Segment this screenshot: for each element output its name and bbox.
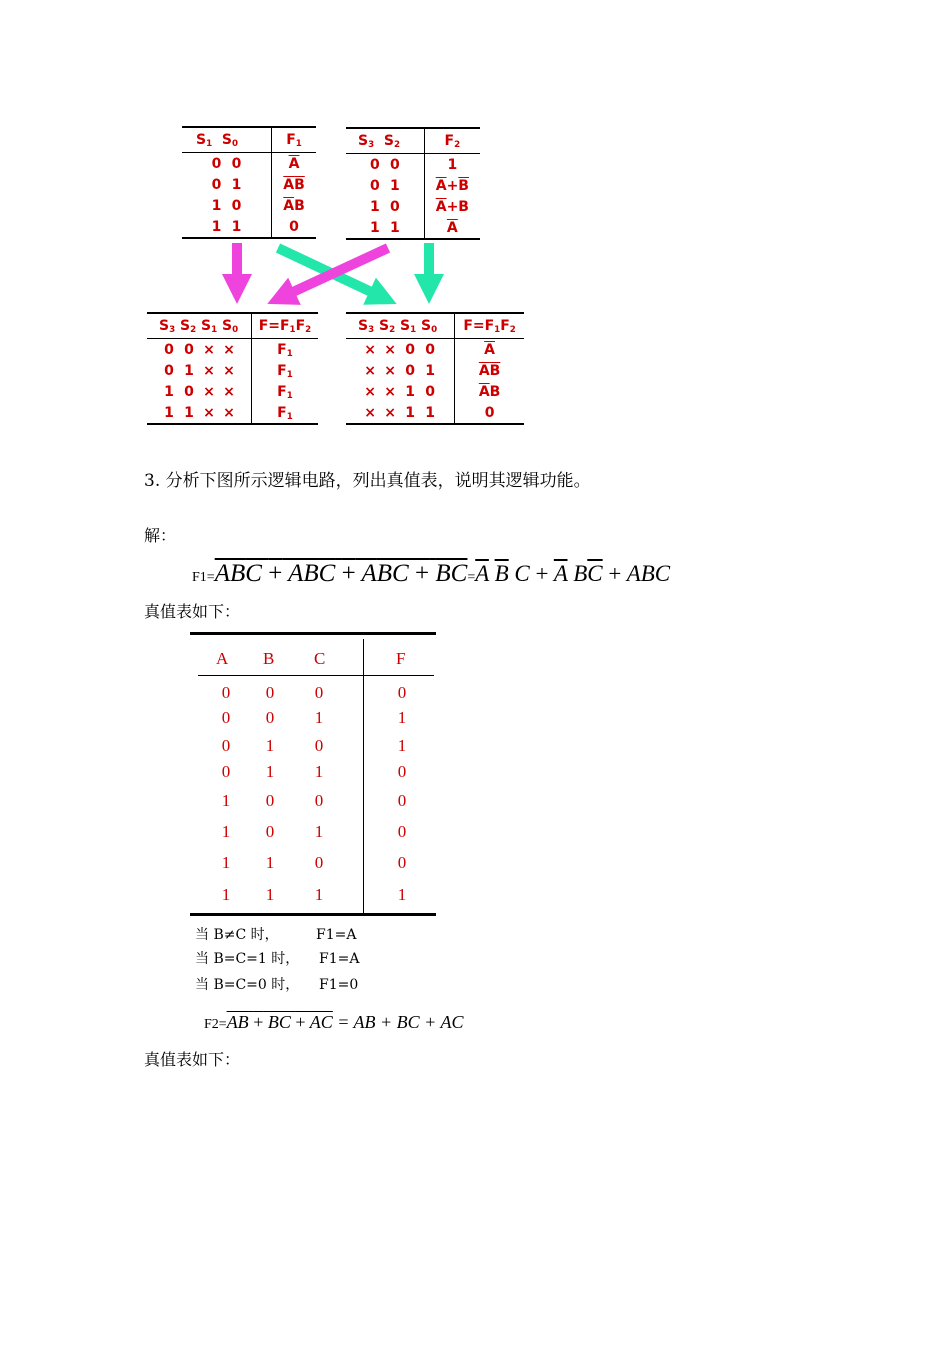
header-divider — [198, 675, 434, 676]
f-cell: $F_1$ — [251, 339, 318, 361]
truth-table — [190, 632, 436, 916]
f1-cell: $\overline{A}\overline{B}$ — [272, 174, 316, 195]
truth-cell: 0 — [265, 791, 275, 810]
row-cells: 0 1 — [369, 177, 400, 194]
truth-cell: 1 — [397, 736, 407, 755]
f2-rhs: = AB + BC + AC — [337, 1012, 464, 1032]
condition-row — [195, 950, 299, 968]
f-cell: $\overline{A}\overline{B}$ — [455, 360, 524, 381]
header-selects: $S_3$ $S_2$ $S_1$ $S_0$ — [346, 313, 455, 339]
row-cells: × × 0 0 — [364, 341, 435, 358]
row-cells: 0 1 — [211, 176, 242, 193]
truth-cell: 0 — [265, 708, 275, 727]
truth-cell: 0 — [221, 708, 231, 727]
f-cell: $\overline{A}$ — [455, 339, 524, 361]
truth-cell: 0 — [314, 791, 324, 810]
truth-cell: 0 — [221, 762, 231, 781]
truth-cell: 1 — [265, 885, 275, 904]
col-header-f: F — [396, 649, 406, 668]
header-f2: $F_2$ — [424, 128, 480, 154]
truth-cell: 0 — [314, 853, 324, 872]
condition-result: F1=A — [319, 951, 360, 967]
condition-row — [195, 976, 299, 994]
question-text: 3. 分析下图所示逻辑电路，列出真值表，说明其逻辑功能。 — [144, 471, 591, 491]
header-f: $F=F_1F_2$ — [251, 313, 318, 339]
truth-cell: 0 — [397, 791, 407, 810]
row-cells: 1 1 — [211, 218, 242, 235]
header-s1: $S_1$ $S_0$ — [182, 127, 272, 153]
row-cells: 0 0 — [369, 156, 400, 173]
truth-cell: 1 — [314, 762, 324, 781]
truth-cell: 1 — [221, 822, 231, 841]
f2-label: F2= — [204, 1017, 227, 1032]
f1-lhs: ABC + ABC + ABC + BC — [214, 560, 468, 587]
f-cell: $F_1$ — [251, 402, 318, 424]
header-f1: $F_1$ — [272, 127, 316, 153]
row-cells: 1 0 — [369, 198, 400, 215]
truth-cell: 0 — [221, 736, 231, 755]
header-f: $F=F_1F_2$ — [455, 313, 524, 339]
solution-label: 解： — [144, 526, 177, 545]
row-cells: 1 0 — [211, 197, 242, 214]
f-cell: 0 — [455, 402, 524, 424]
truth-cell: 1 — [221, 853, 231, 872]
combined-table-left — [147, 312, 318, 425]
row-cells: × × 0 1 — [364, 362, 435, 379]
truth-cell: 1 — [221, 885, 231, 904]
truth-cell: 1 — [221, 791, 231, 810]
condition-text: 当 B≠C 时， — [195, 927, 279, 943]
f-cell: $F_1$ — [251, 360, 318, 381]
truth-cell: 0 — [221, 683, 231, 702]
condition-row — [195, 926, 279, 944]
truth-cell: 0 — [265, 683, 275, 702]
col-header-c: C — [314, 649, 326, 668]
f1-label: F1= — [192, 570, 215, 585]
truth-cell: 1 — [265, 762, 275, 781]
truth-cell: 0 — [397, 822, 407, 841]
truth-cell: 0 — [397, 853, 407, 872]
truth-cell: 0 — [397, 683, 407, 702]
row-cells: 0 1 × × — [164, 362, 235, 379]
f2-cell: $\overline{A}$ — [424, 217, 480, 239]
condition-text: 当 B=C=0 时， — [195, 977, 300, 993]
f2-equation — [204, 1012, 464, 1033]
row-cells: 1 1 — [369, 219, 400, 236]
truth-table-label-2: 真值表如下： — [144, 1050, 241, 1069]
f2-cell: $\overline{A}+\overline{B}$ — [424, 175, 480, 196]
column-divider — [363, 639, 364, 913]
col-header-a: A — [216, 649, 229, 668]
truth-cell: 0 — [314, 683, 324, 702]
f-cell: $F_1$ — [251, 381, 318, 402]
combined-table-right — [346, 312, 524, 425]
row-cells: × × 1 0 — [364, 383, 435, 400]
f1-cell: 0 — [272, 216, 316, 238]
f2-cell: $\overline{A}+B$ — [424, 196, 480, 217]
truth-cell: 0 — [397, 762, 407, 781]
condition-result: F1=A — [316, 927, 357, 943]
truth-cell: 1 — [314, 885, 324, 904]
mapping-arrows — [0, 0, 950, 320]
f1-equals: = — [467, 570, 476, 585]
truth-cell: 1 — [397, 708, 407, 727]
row-cells: 1 1 × × — [164, 404, 235, 421]
truth-cell: 1 — [265, 736, 275, 755]
header-selects: $S_3$ $S_2$ $S_1$ $S_0$ — [147, 313, 251, 339]
condition-text: 当 B=C=1 时， — [195, 951, 300, 967]
truth-table-label-1: 真值表如下： — [144, 602, 241, 621]
col-header-b: B — [263, 649, 275, 668]
row-cells: × × 1 1 — [364, 404, 435, 421]
f1-cell: $\overline{A}B$ — [272, 195, 316, 216]
condition-result: F1=0 — [319, 977, 359, 993]
row-cells: 0 0 — [211, 155, 242, 172]
truth-cell: 1 — [314, 822, 324, 841]
row-cells: 0 0 × × — [164, 341, 235, 358]
f2-lhs: AB + BC + AC — [226, 1012, 333, 1032]
header-s3: $S_3$ $S_2$ — [346, 128, 424, 154]
f1-rhs: $\overline{A}$ $\overline{B}$ $C + \overline{A}$ $B\overline{C}$ + ABC — [475, 561, 671, 586]
truth-cell: 1 — [314, 708, 324, 727]
truth-cell: 1 — [265, 853, 275, 872]
f1-equation — [192, 560, 670, 588]
f-cell: $\overline{A}B$ — [455, 381, 524, 402]
f1-cell: $\overline{A}$ — [272, 153, 316, 175]
f2-cell: 1 — [424, 154, 480, 176]
truth-cell: 1 — [397, 885, 407, 904]
truth-cell: 0 — [265, 822, 275, 841]
truth-cell: 0 — [314, 736, 324, 755]
row-cells: 1 0 × × — [164, 383, 235, 400]
